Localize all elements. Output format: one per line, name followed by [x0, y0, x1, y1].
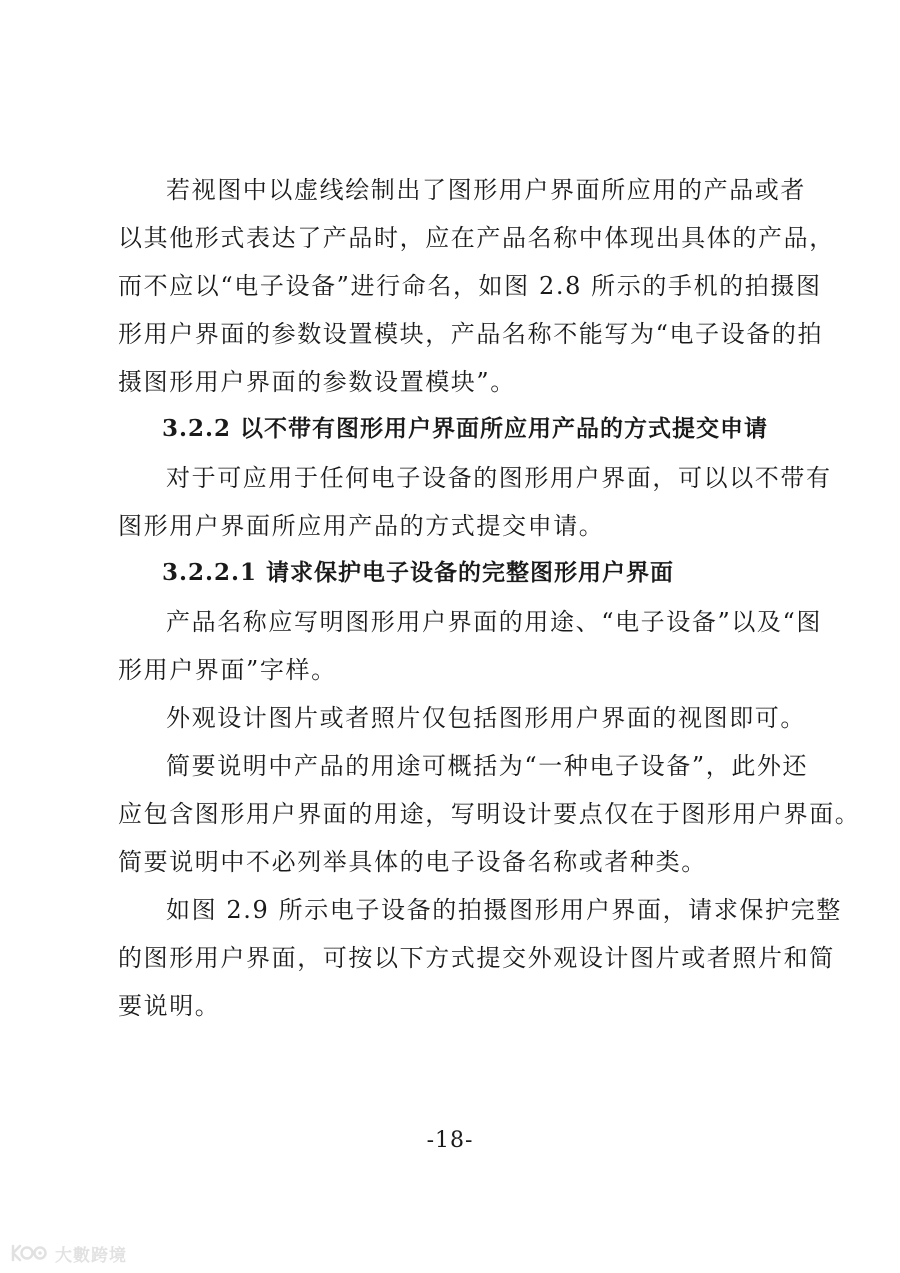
paragraph-5-line-2: 应包含图形用户界面的用途，写明设计要点仅在于图形用户界面。: [118, 800, 861, 828]
watermark: [10, 1240, 127, 1266]
paragraph-1-line-4: 形用户界面的参数设置模块，产品名称不能写为“电子设备的拍: [118, 320, 824, 348]
paragraph-6-line-3: 要说明。: [118, 992, 221, 1020]
paragraph-5-line-3: 简要说明中不必列举具体的电子设备名称或者种类。: [118, 848, 707, 876]
paragraph-2-line-1: 对于可应用于任何电子设备的图形用户界面，可以以不带有: [166, 464, 832, 492]
section-heading-3-2-2: 3.2.2 以不带有图形用户界面所应用产品的方式提交申请: [162, 415, 769, 442]
paragraph-1-line-2: 以其他形式表达了产品时，应在产品名称中体现出具体的产品，: [118, 224, 835, 252]
section-heading-3-2-2-1: 3.2.2.1 请求保护电子设备的完整图形用户界面: [162, 559, 675, 586]
paragraph-6-line-2: 的图形用户界面，可按以下方式提交外观设计图片或者照片和简: [118, 944, 835, 972]
paragraph-3-line-1: 产品名称应写明图形用户界面的用途、“电子设备”以及“图: [166, 608, 823, 636]
paragraph-4-line-1: 外观设计图片或者照片仅包括图形用户界面的视图即可。: [166, 704, 806, 732]
paragraph-6-line-1: 如图 2.9 所示电子设备的拍摄图形用户界面，请求保护完整: [166, 896, 842, 924]
paragraph-1-line-3: 而不应以“电子设备”进行命名，如图 2.8 所示的手机的拍摄图: [118, 272, 822, 300]
paragraph-2-line-2: 图形用户界面所应用产品的方式提交申请。: [118, 512, 605, 540]
page-number: -18-: [426, 1128, 474, 1153]
paragraph-1-line-1: 若视图中以虚线绘制出了图形用户界面所应用的产品或者: [166, 176, 806, 204]
paragraph-3-line-2: 形用户界面”字样。: [118, 656, 337, 684]
brand-logo-icon: [10, 1242, 50, 1264]
paragraph-1-line-5: 摄图形用户界面的参数设置模块”。: [118, 368, 516, 396]
watermark-text: 大數跨境: [55, 1245, 127, 1266]
paragraph-5-line-1: 简要说明中产品的用途可概括为“一种电子设备”，此外还: [166, 752, 809, 780]
